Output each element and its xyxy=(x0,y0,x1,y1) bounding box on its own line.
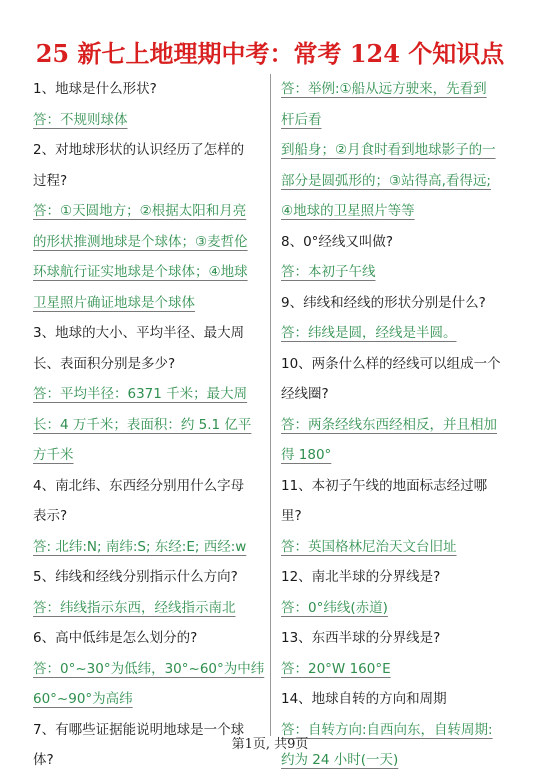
page-footer: 第1页, 共9页 xyxy=(231,737,309,752)
answer-text: 答：举例:①船从远方驶来，先看到 xyxy=(281,81,487,97)
answer-line xyxy=(281,410,515,441)
question-line: 3、地球的大小、平均半径、最大周 xyxy=(33,325,245,341)
question-line: 里? xyxy=(281,508,302,524)
page-title: 25 新七上地理期中考：常考 124 个知识点 xyxy=(35,39,505,68)
answer-line xyxy=(33,440,267,471)
question-line: 13、东西半球的分界线是? xyxy=(281,630,441,646)
question-line: 长、表面积分别是多少? xyxy=(33,355,176,372)
question-line: 7、有哪些证据能说明地球是一个球 xyxy=(33,721,245,738)
question-line: 8、0°经线又叫做? xyxy=(281,233,394,250)
answer-text: 答：纬线是圆，经线是半圆。 xyxy=(281,325,457,341)
question-line: 表示? xyxy=(33,508,68,524)
answer-line xyxy=(33,654,267,685)
answer-text: 答：自转方向:自西向东，自转周期: xyxy=(281,721,493,738)
answer-text: 答：0°纬线(赤道) xyxy=(281,599,388,616)
answer-text: 杆后看 xyxy=(281,111,322,128)
answer-text: ④地球的卫星照片等等 xyxy=(281,203,415,219)
answer-text: 答：不规则球体 xyxy=(33,111,128,128)
question-line: 12、南北半球的分界线是? xyxy=(281,569,441,585)
question-line: 2、对地球形状的认识经历了怎样的 xyxy=(33,142,245,158)
answer-line xyxy=(281,135,515,166)
answer-line xyxy=(281,654,515,685)
answer-line xyxy=(281,74,515,105)
answer-line xyxy=(33,227,267,258)
answer-line xyxy=(281,532,515,563)
answer-line xyxy=(33,196,267,227)
answer-text: 环球航行证实地球是个球体；④地球 xyxy=(33,264,248,280)
answer-text: 答：20°W 160°E xyxy=(281,660,391,677)
question-line: 6、高中低纬是怎么划分的? xyxy=(33,630,198,646)
question-line: 过程? xyxy=(33,172,68,189)
right-column xyxy=(281,74,515,776)
answer-text: 长：4 万千米；表面积：约 5.1 亿平 xyxy=(33,416,252,433)
answer-line xyxy=(33,105,267,136)
column-divider xyxy=(270,74,271,736)
answer-text: 答：英国格林尼治天文台旧址 xyxy=(281,538,457,555)
answer-line xyxy=(33,410,267,441)
answer-line xyxy=(33,684,267,715)
answer-text: 得 180° xyxy=(281,447,332,463)
question-line: 体? xyxy=(33,752,54,768)
answer-line xyxy=(281,196,515,227)
answer-line xyxy=(281,166,515,197)
answer-line xyxy=(33,288,267,319)
answer-text: 答：本初子午线 xyxy=(281,264,376,280)
question-line: 11、本初子午线的地面标志经过哪 xyxy=(281,477,488,494)
answer-text: 约为 24 小时(一天) xyxy=(281,752,399,768)
question-line: 经线圈? xyxy=(281,386,329,402)
answer-line xyxy=(33,257,267,288)
question-line: 10、两条什么样的经线可以组成一个 xyxy=(281,355,501,372)
question-line: 5、纬线和经线分别指示什么方向? xyxy=(33,569,238,585)
answer-line xyxy=(33,593,267,624)
answer-text: 方千米 xyxy=(33,447,74,463)
answer-line xyxy=(281,593,515,624)
answer-line xyxy=(281,257,515,288)
answer-text: 卫星照片确证地球是个球体 xyxy=(33,294,195,311)
answer-line xyxy=(281,440,515,471)
answer-text: 答：两条经线东西经相反，并且相加 xyxy=(281,416,497,433)
answer-line xyxy=(281,318,515,349)
left-column xyxy=(33,74,267,776)
question-line: 4、南北纬、东西经分别用什么字母 xyxy=(33,477,245,494)
question-line: 1、地球是什么形状? xyxy=(33,81,157,97)
answer-text: 答：平均半径：6371 千米；最大周 xyxy=(33,386,248,402)
answer-text: 部分是圆弧形的；③站得高,看得远; xyxy=(281,172,491,189)
answer-text: 答：①天圆地方；②根据太阳和月亮 xyxy=(33,203,247,219)
question-line: 9、纬线和经线的形状分别是什么? xyxy=(281,294,486,311)
answer-text: 答：0°~30°为低纬，30°~60°为中纬 xyxy=(33,660,265,677)
answer-text: 答: 北纬:N; 南纬:S; 东经:E; 西经:w xyxy=(33,538,247,555)
answer-text: 的形状推测地球是个球体；③麦哲伦 xyxy=(33,233,248,250)
question-line: 14、地球自转的方向和周期 xyxy=(281,691,447,707)
answer-text: 到船身；②月食时看到地球影子的一 xyxy=(281,142,496,158)
answer-line xyxy=(281,105,515,136)
answer-line xyxy=(33,379,267,410)
answer-text: 答：纬线指示东西，经线指示南北 xyxy=(33,599,236,616)
answer-line xyxy=(33,532,267,563)
answer-text: 60°~90°为高纬 xyxy=(33,691,133,707)
